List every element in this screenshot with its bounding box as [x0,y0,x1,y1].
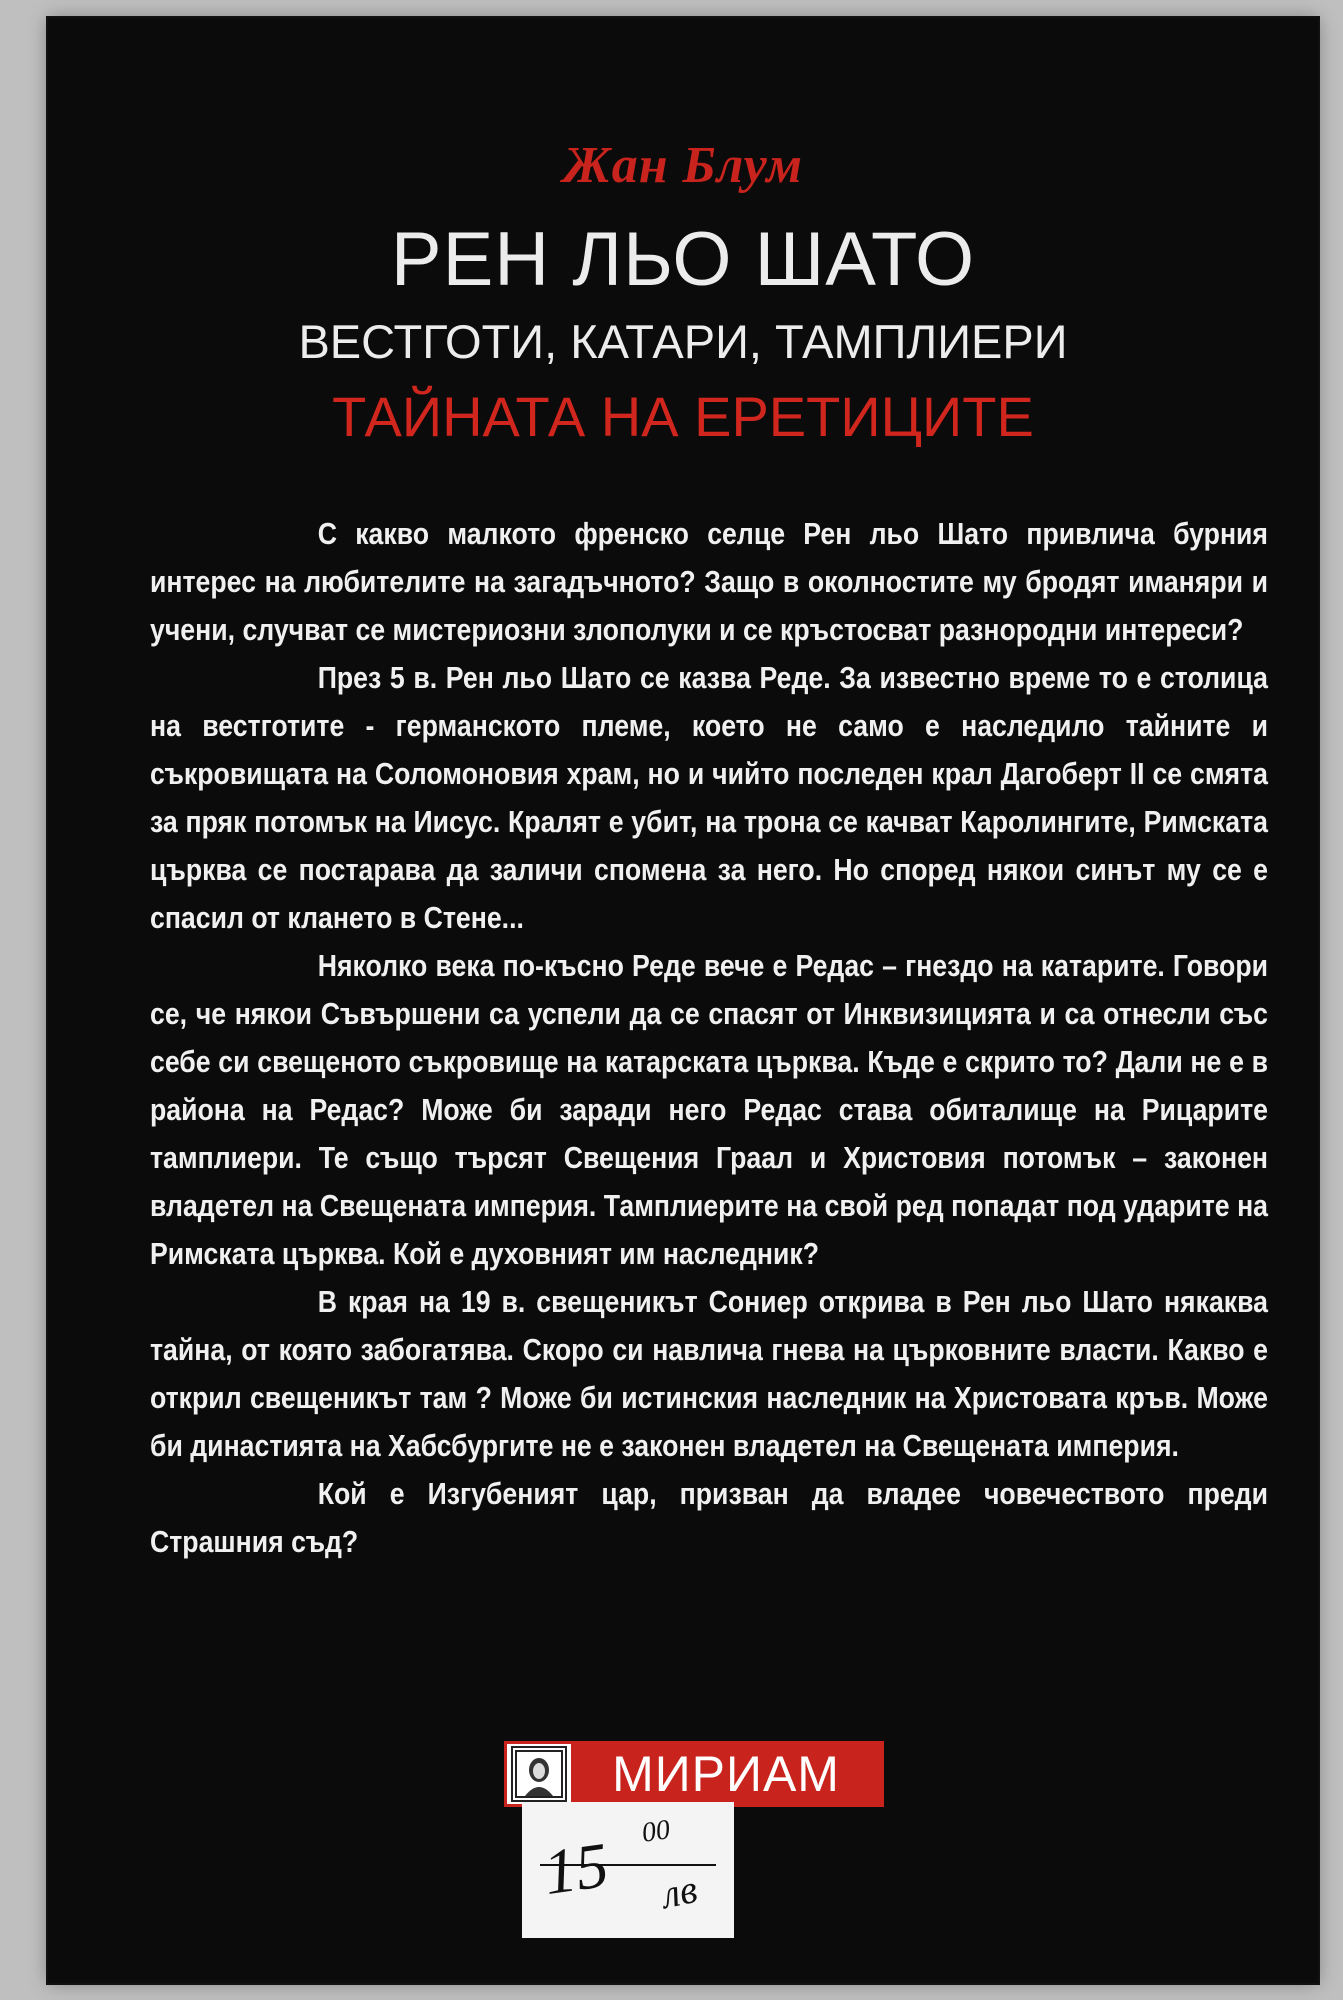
blurb-paragraph: В края на 19 в. свещеникът Сониер открива в Рен льо Шато някаква тайна, от която забогатява. Скоро си навлича гнева на църковните власти. Какво е открил свещеникът там ? Може би истинския наследник на Христовата кръв. Може би династията на Хабсбургите не е законен владетел на Свещената империя. [150,1284,1268,1463]
publisher-name: МИРИАМ [571,1744,881,1804]
blurb-paragraph: Кой е Изгубеният цар, призван да владее човечеството преди Страшния съд? [150,1476,1268,1559]
blurb-paragraph: Няколко века по-късно Реде вече е Редас – гнездо на катарите. Говори се, че някои Съвършени са успели да се спасят от Инквизицията и са отнесли със себе си свещеното съкровище на катарската църква. Къде е скрито то? Дали не е в района на Редас? Може би заради него Редас става обиталище на Рицарите тамплиери. Те също търсят Свещения Граал и Христовия потомък – законен владетел на Свещената империя. Тамплиерите на свой ред попадат под ударите на Римската църква. Кой е духовният им наследник? [150,948,1268,1271]
price-currency: лв [657,1865,702,1918]
price-sticker [522,1802,734,1938]
author-name: Жан Блум [562,137,804,194]
book-subtitle: ВЕСТГОТИ, КАТАРИ, ТАМПЛИЕРИ [298,315,1068,368]
blurb-paragraph: През 5 в. Рен льо Шато се казва Реде. За известно време то е столица на вестготите - германското племе, което не само е наследило тайните и съкровищата на Соломоновия храм, но и чийто последен крал Дагоберт II се смята за пряк потомък на Иисус. Кралят е убит, на трона се качват Каролингите, Римската църква се постарава да заличи спомена за него. Но според някои синът му се е спасил от клането в Стене... [150,660,1268,935]
publisher-emblem-icon [511,1746,567,1802]
book-title: РЕН ЛЬО ШАТО [390,217,976,302]
price-cents: 00 [639,1814,672,1849]
book-back-cover [48,18,1318,1983]
book-subtitle-secondary: ТАЙНАТА НА ЕРЕТИЦИТЕ [332,385,1034,448]
blurb-paragraph: С какво малкото френско селце Рен льо Шато привлича бурния интерес на любителите на загадъчното? Защо в околностите му бродят иманяри и учени, случват се мистериозни злополуки и се кръстосват разнородни интереси? [150,516,1268,647]
publisher-logo [504,1741,884,1807]
price-amount: 15 [539,1828,613,1909]
blurb-text [150,510,1268,1566]
